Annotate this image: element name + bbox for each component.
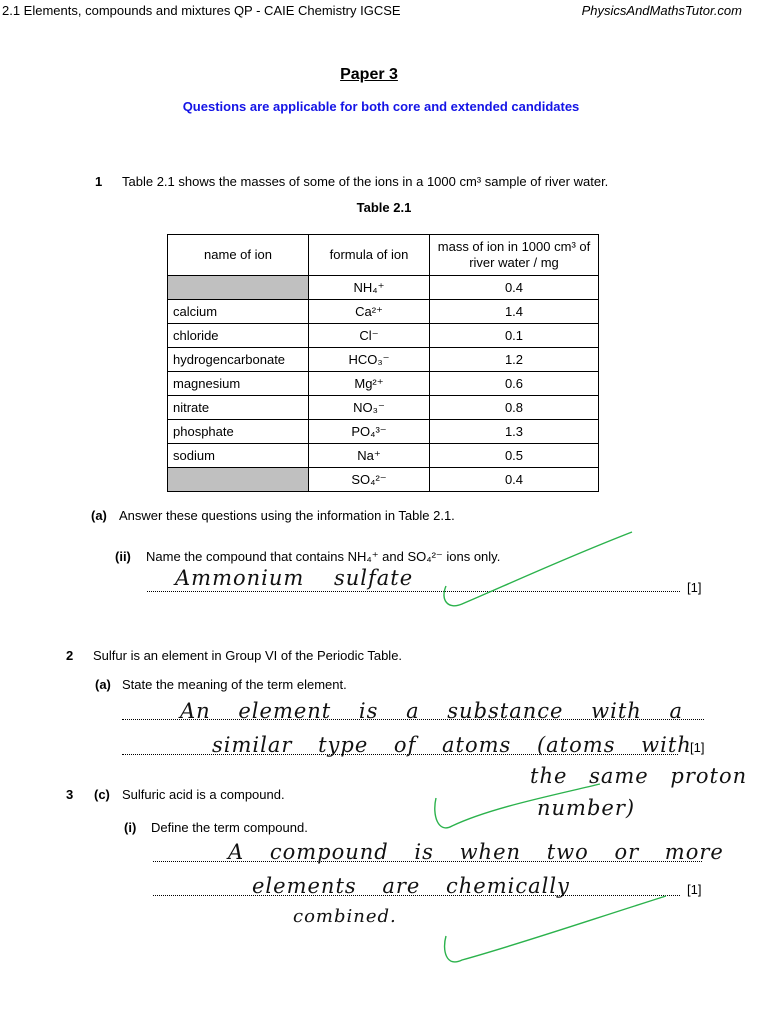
part-a-text: Answer these questions using the information in Table 2.1.	[119, 508, 455, 523]
q3-part-i-label: (i)	[124, 820, 137, 835]
handwritten-answer-q1: Ammonium sulfate	[175, 566, 414, 590]
ion-name-cell: phosphate	[168, 420, 309, 444]
ion-formula-cell: Mg²⁺	[309, 372, 430, 396]
ion-mass-cell: 0.4	[430, 276, 599, 300]
handwritten-answer-q2-line3: the same proton	[530, 764, 748, 788]
header-site-name: PhysicsAndMathsTutor.com	[581, 3, 742, 18]
ion-formula-cell: HCO₃⁻	[309, 348, 430, 372]
ion-mass-cell: 0.6	[430, 372, 599, 396]
q3-part-i-text: Define the term compound.	[151, 820, 308, 835]
part-a-label: (a)	[91, 508, 107, 523]
marks-q3: [1]	[687, 882, 702, 897]
ion-formula-cell: NO₃⁻	[309, 396, 430, 420]
table-header-formula: formula of ion	[309, 235, 430, 276]
table-header-name: name of ion	[168, 235, 309, 276]
ion-formula-cell: Ca²⁺	[309, 300, 430, 324]
tick-mark-icon	[444, 532, 632, 606]
part-ii-text: Name the compound that contains NH₄⁺ and SO₄²⁻ ions only.	[146, 549, 501, 564]
handwritten-answer-q2-line1: An element is a substance with a	[180, 699, 684, 723]
question-number-3: 3	[66, 787, 74, 802]
handwritten-answer-q3-line2: elements are chemically	[252, 874, 570, 898]
ion-name-cell: sodium	[168, 444, 309, 468]
ion-formula-cell: PO₄³⁻	[309, 420, 430, 444]
ion-name-cell: nitrate	[168, 396, 309, 420]
ion-mass-cell: 1.2	[430, 348, 599, 372]
ion-name-cell: hydrogencarbonate	[168, 348, 309, 372]
ion-formula-cell: SO₄²⁻	[309, 468, 430, 492]
ion-mass-cell: 0.4	[430, 468, 599, 492]
q2-part-a-text: State the meaning of the term element.	[122, 677, 347, 692]
question-number-2: 2	[66, 648, 74, 663]
question-1-intro: Table 2.1 shows the masses of some of the ions in a 1000 cm³ sample of river water.	[122, 174, 609, 189]
ion-formula-cell: Cl⁻	[309, 324, 430, 348]
question-number-1: 1	[95, 174, 103, 189]
table-caption: Table 2.1	[356, 200, 412, 215]
ion-mass-cell: 0.5	[430, 444, 599, 468]
header-left-title: 2.1 Elements, compounds and mixtures QP - CAIE Chemistry IGCSE	[2, 3, 401, 18]
marks-q2: [1]	[690, 740, 705, 755]
handwritten-answer-q2-line4: number)	[537, 796, 636, 820]
handwritten-answer-q3-line3: combined.	[293, 906, 397, 927]
paper-title: Paper 3	[340, 66, 398, 83]
ion-mass-cell: 0.8	[430, 396, 599, 420]
table-header-mass: mass of ion in 1000 cm³ of river water / mg	[430, 235, 599, 276]
q3-part-c-text: Sulfuric acid is a compound.	[122, 787, 285, 802]
part-ii-label: (ii)	[115, 549, 131, 564]
handwritten-answer-q2-line2: similar type of atoms (atoms with	[212, 733, 692, 757]
ion-mass-cell: 1.3	[430, 420, 599, 444]
q3-part-c-label: (c)	[94, 787, 110, 802]
tick-mark-icon	[435, 784, 600, 828]
marks-q1: [1]	[687, 580, 702, 595]
question-2-intro: Sulfur is an element in Group VI of the Periodic Table.	[93, 648, 403, 663]
ion-name-cell: chloride	[168, 324, 309, 348]
ion-name-cell: magnesium	[168, 372, 309, 396]
ion-mass-cell: 0.1	[430, 324, 599, 348]
handwritten-answer-q3-line1: A compound is when two or more	[228, 840, 724, 864]
q2-part-a-label: (a)	[95, 677, 111, 692]
ion-formula-cell: Na⁺	[309, 444, 430, 468]
ion-name-cell: calcium	[168, 300, 309, 324]
tick-mark-icon	[445, 896, 666, 962]
ion-mass-cell: 1.4	[430, 300, 599, 324]
ion-formula-cell: NH₄⁺	[309, 276, 430, 300]
paper-subtitle: Questions are applicable for both core and extended candidates	[182, 99, 580, 114]
